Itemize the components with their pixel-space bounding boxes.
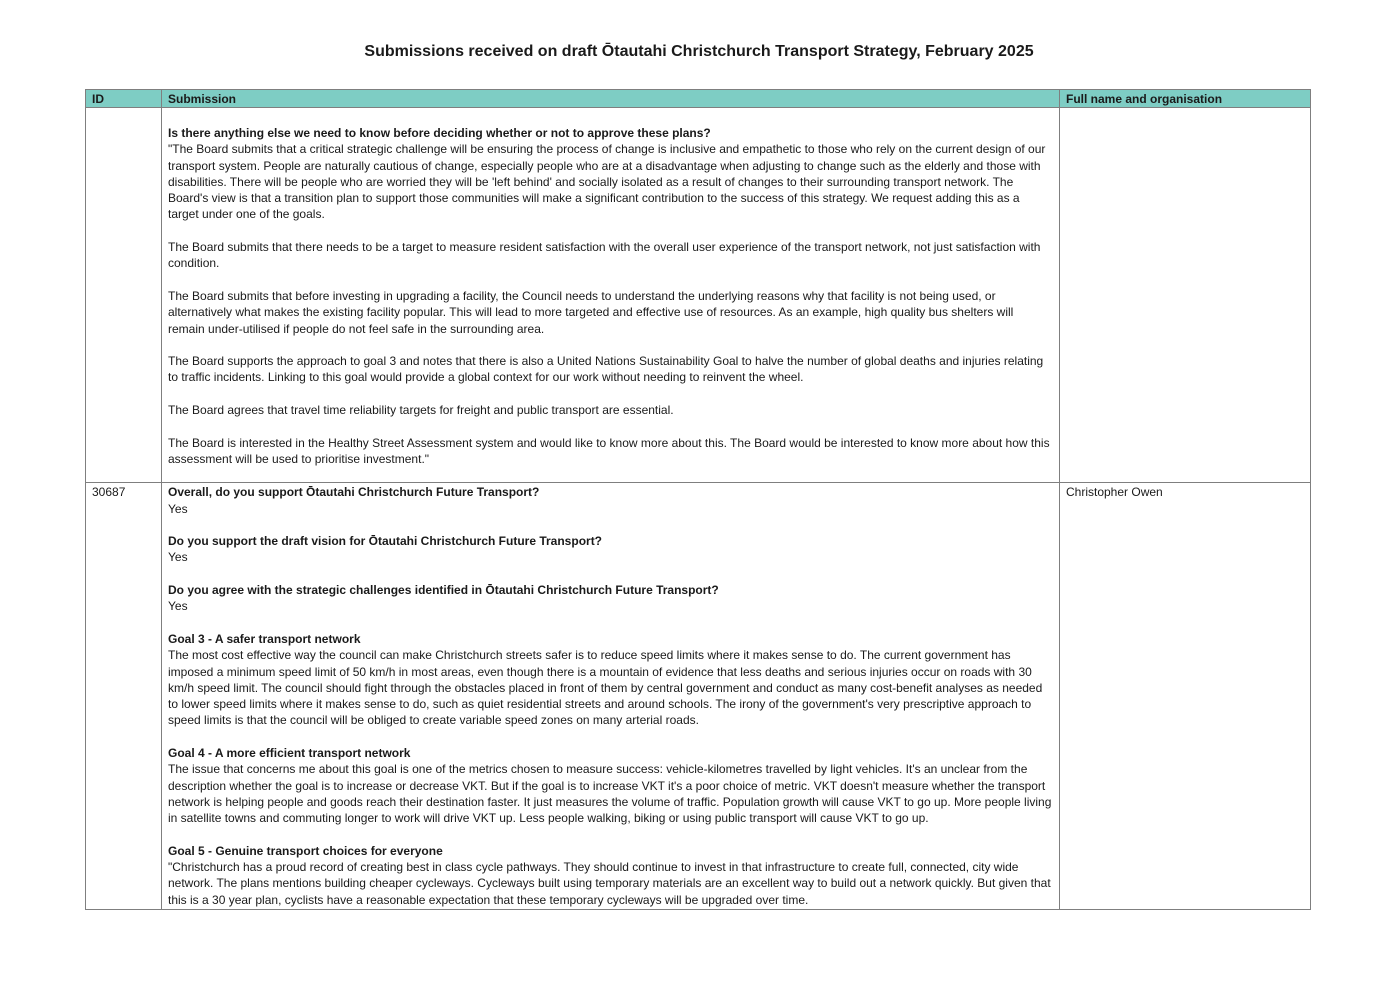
question-heading: Do you agree with the strategic challenges identified in Ōtautahi Christchurch Future Transport?: [168, 583, 719, 598]
submission-paragraph: "The Board submits that a critical strategic challenge will be ensuring the process of change is inclusive and empathetic to those who rely on the current design of our transport system. People are naturally cautious of change, especially people who are at a disadvantage when adjusting to change such as the elderly and those with disabilities. There will be people who are worried they will be 'left behind' and socially isolated as a result of changes to their surrounding transport network. The Board's view is that a transition plan to support those communities will make a significant contribution to the success of this strategy. We request adding this as a target under one of the goals.: [168, 142, 1046, 222]
answer-text: Yes: [168, 550, 188, 565]
submission-paragraph: The Board submits that before investing in upgrading a facility, the Council needs to understand the underlying reasons why that facility is not being used, or alternatively what makes the existing facility popular. This will lead to more targeted and effective use of resources. As an example, high quality bus shelters will remain under-utilised if people do not feel safe in the surrounding area.: [168, 288, 1014, 336]
goal-heading: Goal 5 - Genuine transport choices for everyone: [168, 843, 443, 858]
id-cell: 30687: [86, 483, 162, 910]
question-heading: Overall, do you support Ōtautahi Christchurch Future Transport?: [168, 485, 540, 500]
answer-text: Yes: [168, 599, 188, 614]
goal-text: "Christchurch has a proud record of creating best in class cycle pathways. They should continue to invest in that infrastructure to create full, connected, city wide network. The plans mentions building cheaper cycleways. Cycleways built using temporary materials are an excellent way to build out a network quickly. But given that this is a 30 year plan, cyclists have a reasonable expectation that these temporary cycleways will be upgraded over time.: [168, 860, 1051, 907]
goal-text: The issue that concerns me about this goal is one of the metrics chosen to measure success: vehicle-kilometres travelled by light vehicles. It's an unclear from the description whether the goal is to increase or decrease VKT. But if the goal is to increase VKT it's a poor choice of metric. VKT doesn't measure whether the transport network is helping people and goods reach their destination faster. It just measures the volume of traffic. Population growth will cause VKT to go up. More people living in satellite towns and commuting longer to work will drive VKT up. Less people walking, biking or using public transport will cause VKT to go up.: [168, 762, 1052, 826]
goal-heading: Goal 3 - A safer transport network: [168, 631, 361, 646]
table-row: [86, 108, 1311, 483]
name-cell: [1060, 108, 1311, 483]
question-heading: Is there anything else we need to know before deciding whether or not to approve these plans?: [168, 126, 711, 140]
goal-heading: Goal 4 - A more efficient transport network: [168, 745, 411, 760]
id-cell: [86, 108, 162, 483]
submission-cell: [162, 108, 1060, 483]
column-header-submission: Submission: [162, 90, 1060, 108]
submission-paragraph: The Board is interested in the Healthy Street Assessment system and would like to know more about this. The Board would be interested to know more about how this assessment will be used to prioritise investment.": [168, 435, 1050, 466]
table-row: [86, 483, 1311, 910]
name-cell: Christopher Owen: [1060, 483, 1311, 910]
submission-paragraph: The Board agrees that travel time reliability targets for freight and public transport are essential.: [168, 403, 674, 418]
table-header-row: [86, 90, 1311, 108]
column-header-name: Full name and organisation: [1060, 90, 1311, 108]
column-header-id: ID: [86, 90, 162, 108]
submission-paragraph: The Board submits that there needs to be a target to measure resident satisfaction with the overall user experience of the transport network, not just satisfaction with condition.: [168, 240, 1041, 271]
submission-cell: [162, 483, 1060, 910]
answer-text: Yes: [168, 501, 188, 516]
goal-text: The most cost effective way the council can make Christchurch streets safer is to reduce speed limits where it makes sense to do. The current government has imposed a minimum speed limit of 50 km/h in most areas, even though there is a mountain of evidence that less deaths and serious injuries occur on roads with 30 km/h speed limit. The council should fight through the obstacles placed in front of them by central government and conduct as many cost-benefit analyses as needed to lower speed limits where it makes sense to do, such as quiet residential streets and around schools. The irony of the government's very prescriptive approach to speed limits is that the council will be obliged to create variable speed zones on many arterial roads.: [168, 648, 1043, 728]
submissions-table: [85, 89, 1311, 910]
submission-paragraph: The Board supports the approach to goal 3 and notes that there is also a United Nations Sustainability Goal to halve the number of global deaths and injuries relating to traffic incidents. Linking to this goal would provide a global context for our work without needing to reinvent the wheel.: [168, 354, 1044, 385]
question-heading: Do you support the draft vision for Ōtautahi Christchurch Future Transport?: [168, 534, 603, 549]
page-title: Submissions received on draft Ōtautahi Christchurch Transport Strategy, February 2025: [364, 43, 1034, 60]
